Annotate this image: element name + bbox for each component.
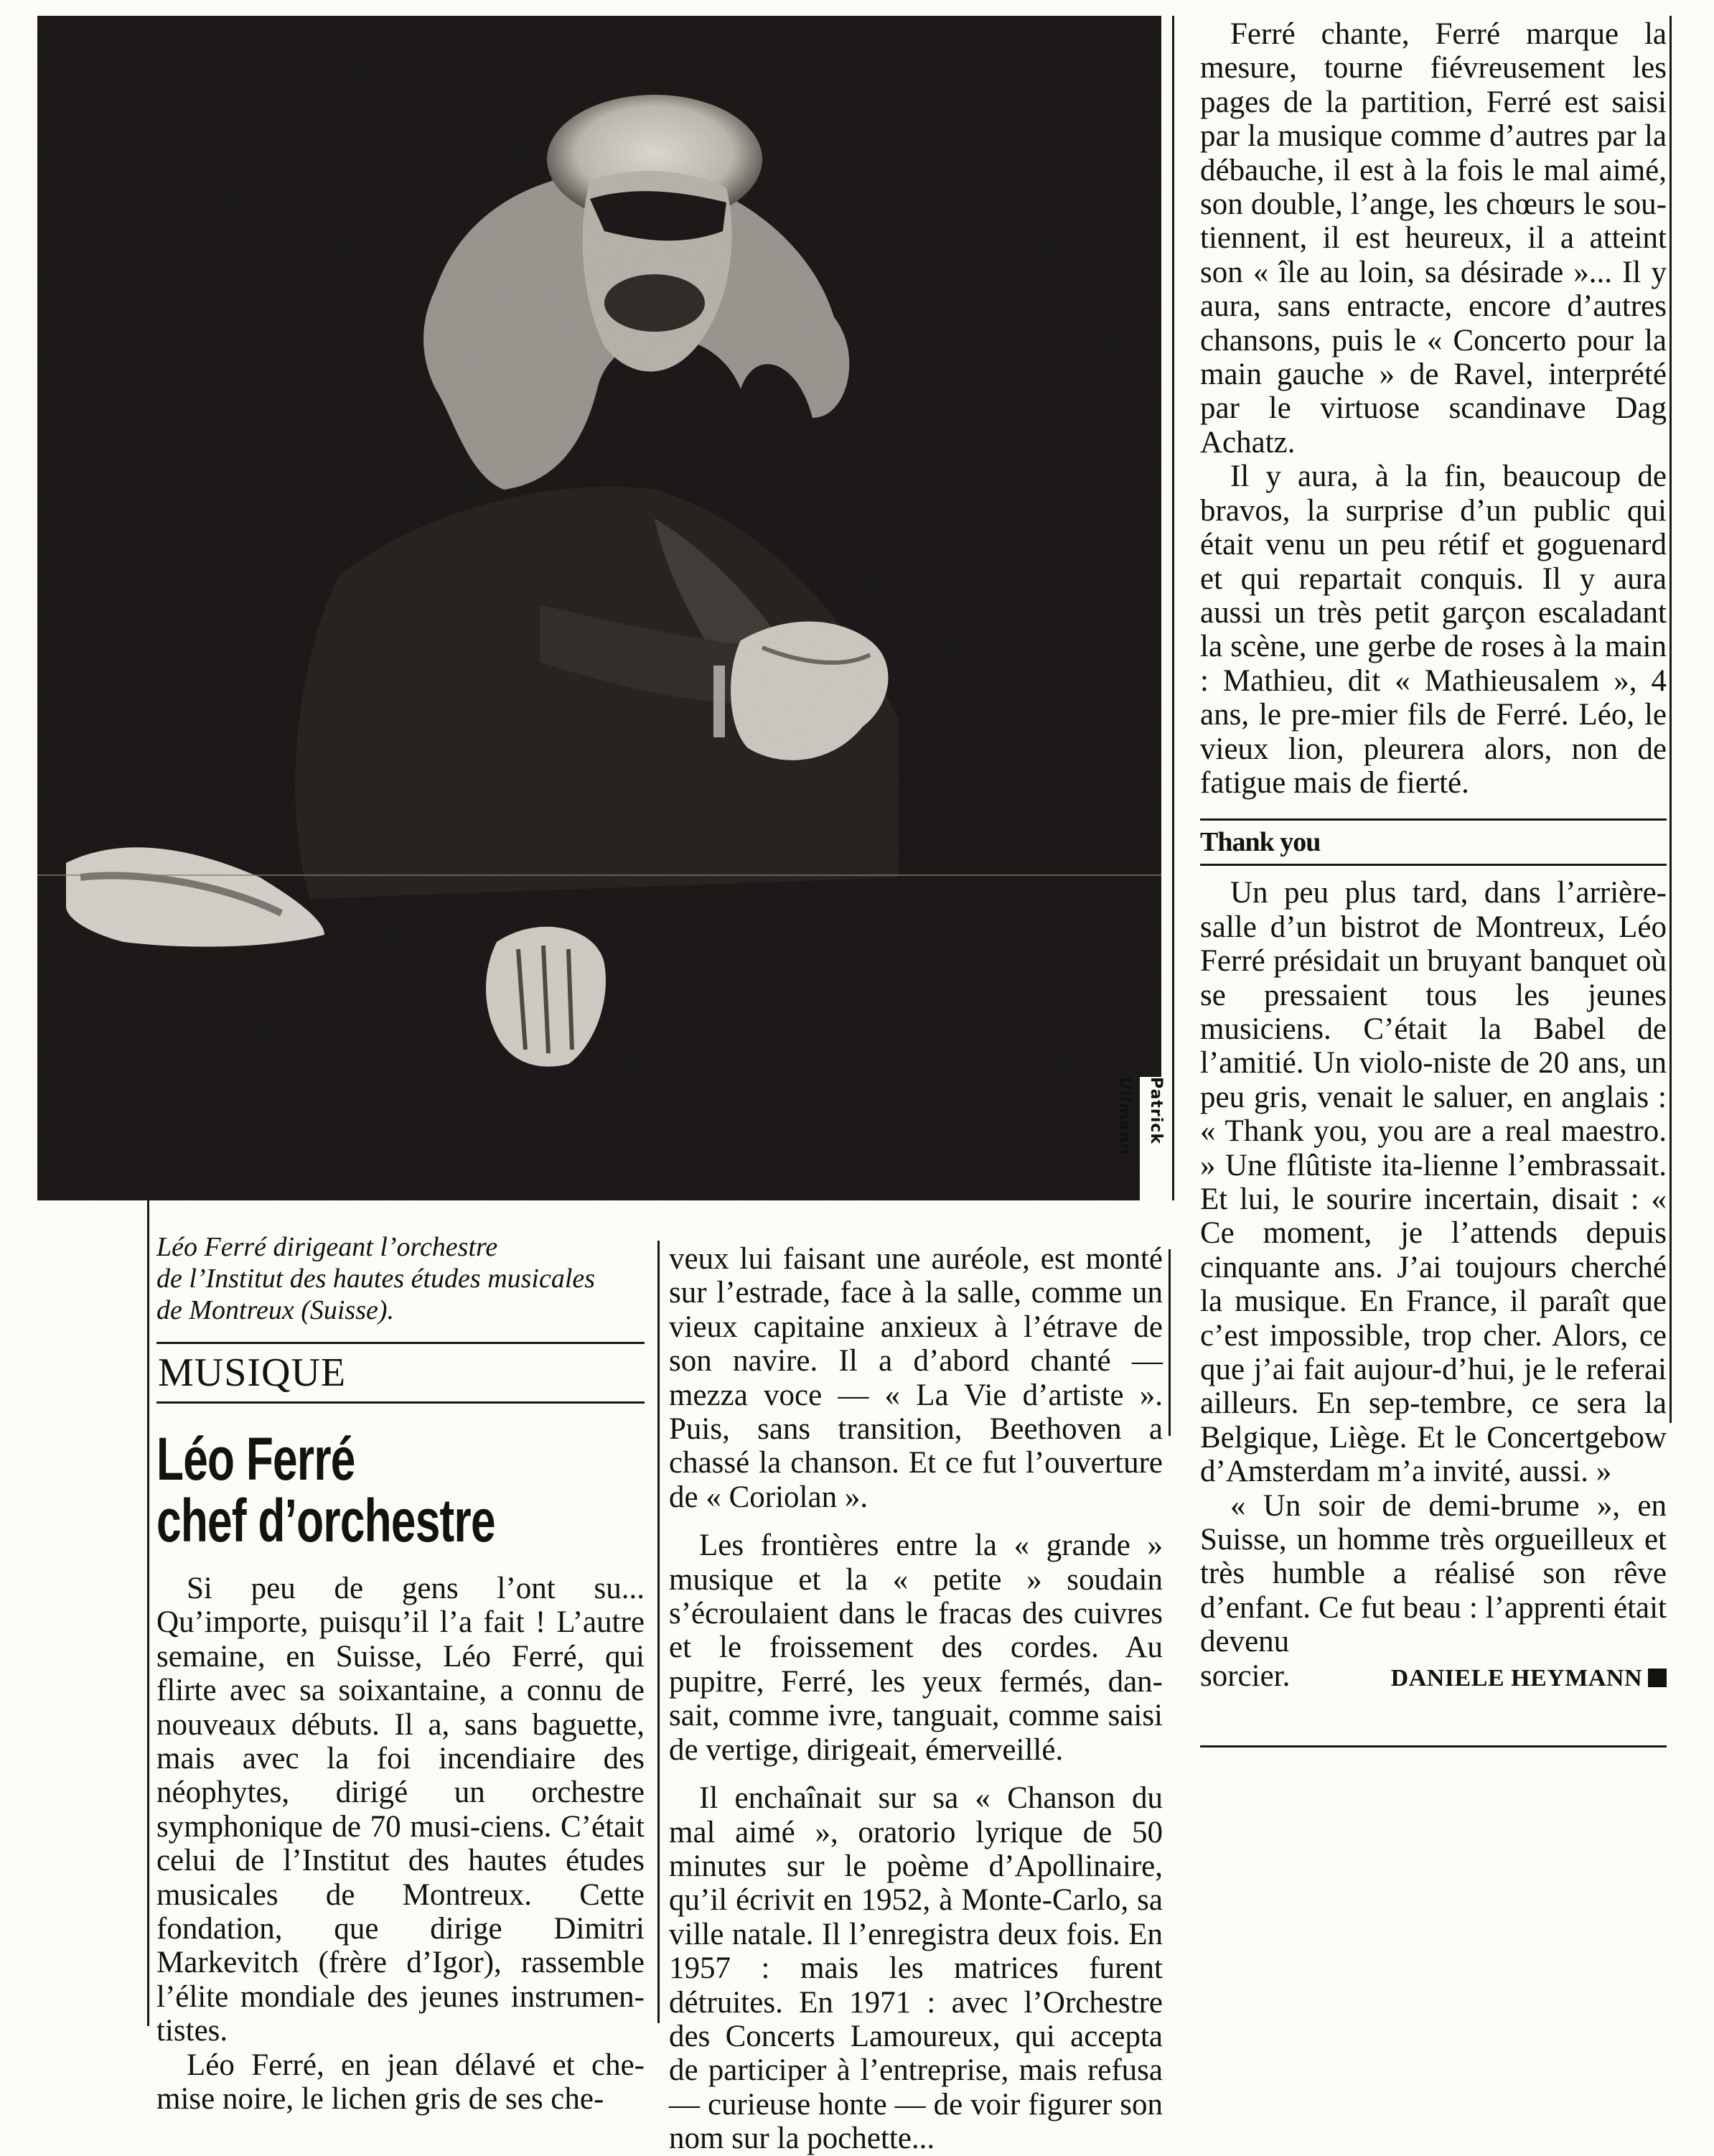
article-column-left <box>156 1231 645 2117</box>
rubric-rule-bottom <box>156 1401 645 1404</box>
column-rule-right-edge <box>1669 16 1672 1423</box>
column-rule-right-left <box>1172 16 1174 1200</box>
byline <box>1391 1659 1667 1695</box>
photo-grain <box>37 16 1161 1200</box>
caption-line: de l’Institut des hautes études musicales <box>156 1264 596 1294</box>
subheading: Thank you <box>1200 827 1321 858</box>
paragraph: veux lui faisant une auréole, est monté sur l’estrade, face à la salle, comme un vieux capitaine anxieux à l’étrave de son navire. Il a d’abord chanté — mezza voce — « La Vie d’artiste ». Puis, sans transition, Beethoven a chassé la chanson. Et ce fut l’ouverture de « Coriolan ». <box>669 1242 1163 1514</box>
caption-line: Léo Ferré dirigeant l’orchestre <box>156 1232 498 1262</box>
closing-word: sorcier. <box>1200 1658 1291 1693</box>
paragraph: Un peu plus tard, dans l’arrière-salle d’un bistrot de Montreux, Léo Ferré présidait un bruyant banquet où se pressaient tous les jeunes musiciens. C’était la Babel de l’amitié. Un violo-niste de 20 ans, un peu gris, venait le saluer, en anglais : « Thank you, you are a real maestro. » Une flûtiste ita-lienne l’embrassait. Et lui, le sourire incertain, disait : « Ce moment, je l’attends depuis cinquante ans. J’ai toujours cherché la musique. En France, il paraît que c’est impossible, trop cher. Alors, ce que j’ai fait aujour-d’hui, je le referai ailleurs. En sep-tembre, ce sera la Belgique, Liège. Et le Concertgebow d’Amsterdam m’a invité, aussi. » <box>1200 876 1667 1489</box>
paragraph: Il enchaînait sur sa « Chanson du mal aimé », oratorio lyrique de 50 minutes sur le poème d’Apollinaire, qu’il écrivit en 1952, à Monte-Carlo, sa ville natale. Il l’enregistra deux fois. En 1957 : mais les matrices furent détruites. En 1971 : avec l’Orchestre des Concerts Lamoureux, qui accepta de participer à l’entreprise, mais refusa — curieuse honte — de voir figurer son nom sur la pochette... <box>669 1781 1163 2156</box>
column-rule-left <box>147 1200 149 2026</box>
signature-line <box>1200 1659 1667 1695</box>
paragraph: Léo Ferré, en jean délavé et che-mise noire, le lichen gris de ses che- <box>156 2048 645 2117</box>
column-rule-mid-right <box>1169 1249 1171 1436</box>
paragraph: Il y aura, à la fin, beaucoup de bravos, la surprise d’un public qui était venu un peu rétif et goguenard et qui repartait conquis. Il y aura aussi un très petit garçon escaladant la scène, une gerbe de roses à la main : Mathieu, dit « Mathieusalem », 4 ans, le pre-mier fils de Ferré. Léo, le vieux lion, pleurera alors, non de fatigue mais de fierté. <box>1200 459 1667 800</box>
paragraph: Les frontières entre la « grande » musique et la « petite » soudain s’écroulaient dans le fracas des cuivres et le froissement des cordes. Au pupitre, Ferré, les yeux fermés, dan-sait, comme ivre, tanguait, comme saisi de vertige, dirigeait, émerveillé. <box>669 1529 1163 1767</box>
headline-line: chef d’orchestre <box>156 1487 495 1554</box>
photo-caption <box>156 1231 645 1326</box>
headline-line: Léo Ferré <box>156 1425 355 1493</box>
paragraph: Ferré chante, Ferré marque la mesure, tourne fiévreusement les pages de la partition, Ferré est saisi par la musique comme d’autres par la débauche, il est à la fois le mal aimé, son double, l’ange, les chœurs le sou-tiennent, il est heureux, il a atteint son « île au loin, sa désirade »... Il y aura, sans entracte, encore d’autres chansons, puis le « Concerto pour la main gauche » de Ravel, interprété par le virtuose scandinave Dag Achatz. <box>1200 17 1667 459</box>
section-rubric: MUSIQUE <box>158 1350 347 1395</box>
subhead-rule-bottom <box>1200 864 1667 866</box>
article-column-middle <box>669 1242 1163 2156</box>
paragraph: « Un soir de demi-brume », en Suisse, un homme très orgueilleux et très humble a réalisé son rêve d’enfant. Ce fut beau : l’apprenti était devenu <box>1200 1488 1667 1659</box>
photo-credit: Patrick Ullmann <box>1140 1077 1171 1206</box>
end-mark-icon <box>1648 1669 1667 1687</box>
paragraph: Si peu de gens l’ont su... Qu’importe, puisqu’il l’a fait ! L’autre semaine, en Suisse, Léo Ferré, qui flirte avec sa soixantaine, a connu de nouveaux débuts. Il a, sans baguette, mais avec la foi incendiaire des néophytes, dirigé un orchestre symphonique de 70 musi-ciens. C’était celui de l’Institut des hautes études musicales de Montreux. Cette fondation, que dirige Dimitri Markevitch (frère d’Igor), rassemble l’élite mondiale des jeunes instrumen-tistes. <box>156 1572 645 2048</box>
article-column-right <box>1200 17 1667 1747</box>
headline <box>156 1425 518 1554</box>
end-rule <box>1200 1745 1667 1747</box>
article-photo <box>37 16 1161 1200</box>
author-name: DANIELE HEYMANN <box>1390 1664 1642 1691</box>
column-rule-mid <box>657 1241 660 2023</box>
caption-line: de Montreux (Suisse). <box>156 1295 394 1325</box>
conductor-photo-illustration <box>37 16 1161 1200</box>
